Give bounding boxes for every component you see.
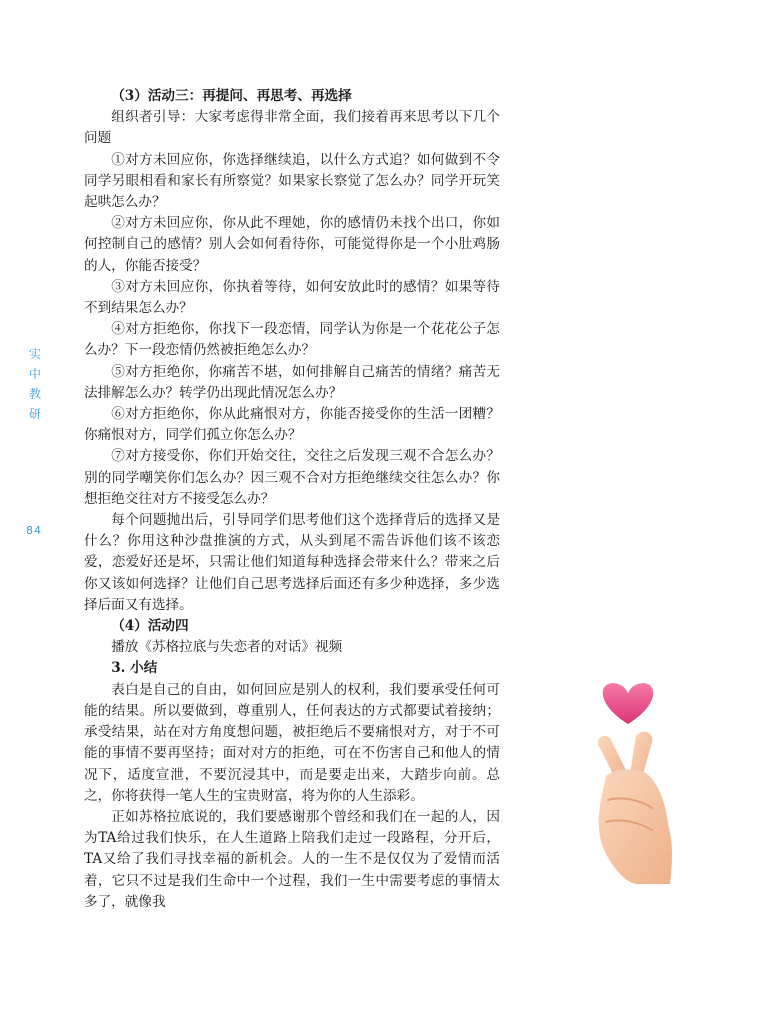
activity4-heading: （4）活动四 (111, 618, 189, 635)
side-label (27, 344, 43, 424)
question-item: ⑥对方拒绝你，你从此痛恨对方，你能否接受你的生活一团糟？你痛恨对方，同学们孤立你怎么办？ (84, 406, 500, 444)
activity3-heading: （3）活动三：再提问、再思考、再选择 (111, 88, 352, 104)
question-item: ⑦对方接受你，你们开始交往，交往之后发现三观不合怎么办？别的同学嘲笑你们怎么办？因三观不合对方拒绝继续交往怎么办？你想拒绝交往对方不接受怎么办？ (84, 448, 500, 507)
body-text (84, 86, 500, 913)
summary-heading: 3. 小结 (111, 660, 158, 677)
side-char: 实 (28, 347, 41, 361)
side-char: 中 (28, 367, 41, 381)
summary-paragraph: 正如苏格拉底说的，我们要感谢那个曾经和我们在一起的人，因为TA给过我们快乐，在人生道路上陪我们走过一段路程，分开后，TA又给了我们寻找幸福的新机会。人的一生不是仅仅为了爱情而活着，它只不过是我们生命中一个过程，我们一生中需要考虑的事情太多了，就像我 (84, 808, 500, 910)
question-item: ③对方未回应你，你执着等待，如何安放此时的感情？如果等待不到结果怎么办？ (84, 278, 500, 317)
summary-paragraph: 表白是自己的自由，如何回应是别人的权利，我们要承受任何可能的结果。所以要做到，尊重别人，任何表达的方式都要试着接纳；承受结果，站在对方角度想问题，被拒绝后不要痛恨对方，对于不可能的事情不要再坚持；面对对方的拒绝，可在不伤害自己和他人的情况下，适度宣泄，不要沉浸其中，而是要走出来，大踏步向前。总之，你将获得一笔人生的宝贵财富，将为你的人生添彩。 (84, 681, 500, 804)
heart-shape (603, 683, 654, 724)
side-char: 教 (28, 387, 41, 401)
page-number: 84 (26, 524, 42, 537)
question-item: ⑤对方拒绝你，你痛苦不堪，如何排解自己痛苦的情绪？痛苦无法排解怎么办？转学仍出现此情况怎么办？ (84, 363, 500, 401)
finger-heart-icon (572, 676, 682, 886)
palm (599, 769, 672, 884)
question-item: ①对方未回应你，你选择继续追，以什么方式追？如何做到不令同学另眼相看和家长有所察觉？如果家长察觉了怎么办？同学开玩笑起哄怎么办？ (84, 151, 500, 211)
question-explain: 每个问题抛出后，引导同学们思考他们这个选择背后的选择又是什么？你用这种沙盘推演的方式，从头到尾不需告诉他们该不该恋爱，恋爱好还是坏，只需让他们知道每种选择会带来什么？带来之后你又该如何选择？让他们自己思考选择后面还有多少种选择，多少选择后面又有选择。 (84, 512, 500, 613)
organizer-intro: 组织者引导：大家考虑得非常全面，我们接着再来思考以下几个问题 (84, 109, 500, 147)
side-char: 研 (28, 407, 41, 421)
question-item: ④对方拒绝你，你找下一段恋情，同学认为你是一个花花公子怎么办？下一段恋情仍然被拒绝怎么办？ (84, 321, 500, 359)
activity4-text: 播放《苏格拉底与失恋者的对话》视频 (111, 639, 343, 656)
question-item: ②对方未回应你，你从此不理她，你的感情仍未找个出口，你如何控制自己的感情？别人会如何看待你，可能觉得你是一个小肚鸡肠的人，你能否接受？ (84, 215, 500, 274)
